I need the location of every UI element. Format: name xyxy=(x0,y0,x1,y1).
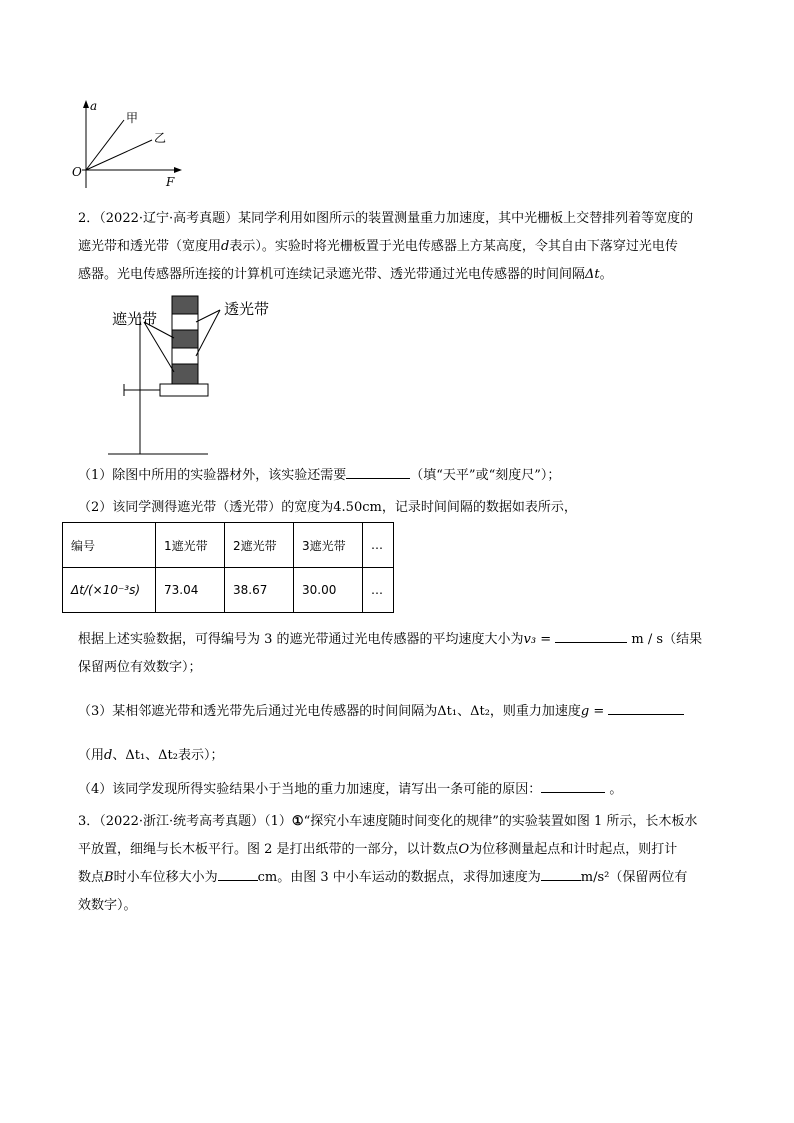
q3-line1: 3．（2022·浙江·统考高考真题）（1）①“探究小车速度随时间变化的规律”的实验装置如图 1 所示，长木板水 xyxy=(78,814,698,829)
q3-line2: 平放置，细绳与长木板平行。图 2 是打出纸带的一部分，以计数点O为位移测量起点和计时起点，则打计 xyxy=(78,842,678,857)
y-axis-label: a xyxy=(90,99,98,113)
answer-blank-3[interactable] xyxy=(608,700,684,715)
table-header-row xyxy=(63,523,394,568)
q2-intro xyxy=(78,205,718,289)
table-header-cell: 1遮光带 xyxy=(156,523,225,568)
table-cell: 73.04 xyxy=(156,568,225,613)
light-band-label: 透光带 xyxy=(224,300,270,318)
table-header-cell: 3遮光带 xyxy=(294,523,363,568)
x-axis-label: F xyxy=(166,175,175,189)
q2-sub3-cont: （用d、Δt₁、Δt₂表示）； xyxy=(78,748,224,763)
q3-line4: 效数字）。 xyxy=(78,898,137,913)
table-cell: 38.67 xyxy=(225,568,294,613)
answer-blank-2[interactable] xyxy=(555,628,627,643)
answer-blank-5[interactable] xyxy=(218,866,258,881)
table-cell: 30.00 xyxy=(294,568,363,613)
line-yi-label: 乙 xyxy=(154,131,167,145)
answer-blank-6[interactable] xyxy=(541,866,581,881)
q2-sub3: （3）某相邻遮光带和透光带先后通过光电传感器的时间间隔为Δt₁、Δt₂，则重力加速度g = xyxy=(78,700,738,724)
table-row xyxy=(63,568,394,613)
grating-apparatus-figure xyxy=(108,294,308,460)
q3-line3: 数点B时小车位移大小为 cm。由图 3 中小车运动的数据点，求得加速度为 m/s²（保留两位有 xyxy=(78,864,738,892)
table-header-cell: … xyxy=(363,523,394,568)
table-row-label: Δt/(×10⁻³s) xyxy=(63,568,156,613)
q2-intro-line3: 感器。光电传感器所连接的计算机可连续记录遮光带、透光带通过光电传感器的时间间隔Δt。 xyxy=(78,267,613,282)
answer-blank-4[interactable] xyxy=(541,778,605,793)
dark-band-label: 遮光带 xyxy=(112,310,158,328)
table-header-cell: 编号 xyxy=(63,523,156,568)
time-interval-table xyxy=(62,522,394,613)
answer-blank-1[interactable] xyxy=(346,464,410,479)
q2-intro-line1: 2．（2022·辽宁·高考真题）某同学利用如图所示的装置测量重力加速度，其中光栅板上交替排列着等宽度的 xyxy=(78,211,694,226)
table-header-cell: 2遮光带 xyxy=(225,523,294,568)
q2-sub2: （2）该同学测得遮光带（透光带）的宽度为4.50cm，记录时间间隔的数据如表所示， xyxy=(78,500,577,515)
q3 xyxy=(78,808,738,920)
table-cell: … xyxy=(363,568,394,613)
origin-label: O xyxy=(72,165,82,179)
a-f-graph xyxy=(68,96,188,192)
q2-sub4: （4）该同学发现所得实验结果小于当地的重力加速度，请写出一条可能的原因： 。 xyxy=(78,776,738,804)
q2-intro-line2: 遮光带和透光带（宽度用d表示）。实验时将光栅板置于光电传感器上方某高度，令其自由下落穿过光电传 xyxy=(78,239,678,254)
q2-sub2-result: 根据上述实验数据，可得编号为 3 的遮光带通过光电传感器的平均速度大小为v₃ = m / s（结果 保留两位有效数字）； xyxy=(78,626,738,682)
line-jia-label: 甲 xyxy=(126,111,139,125)
q2-sub1: （1）除图中所用的实验器材外，该实验还需要 （填“天平”或“刻度尺”）； xyxy=(78,462,718,490)
